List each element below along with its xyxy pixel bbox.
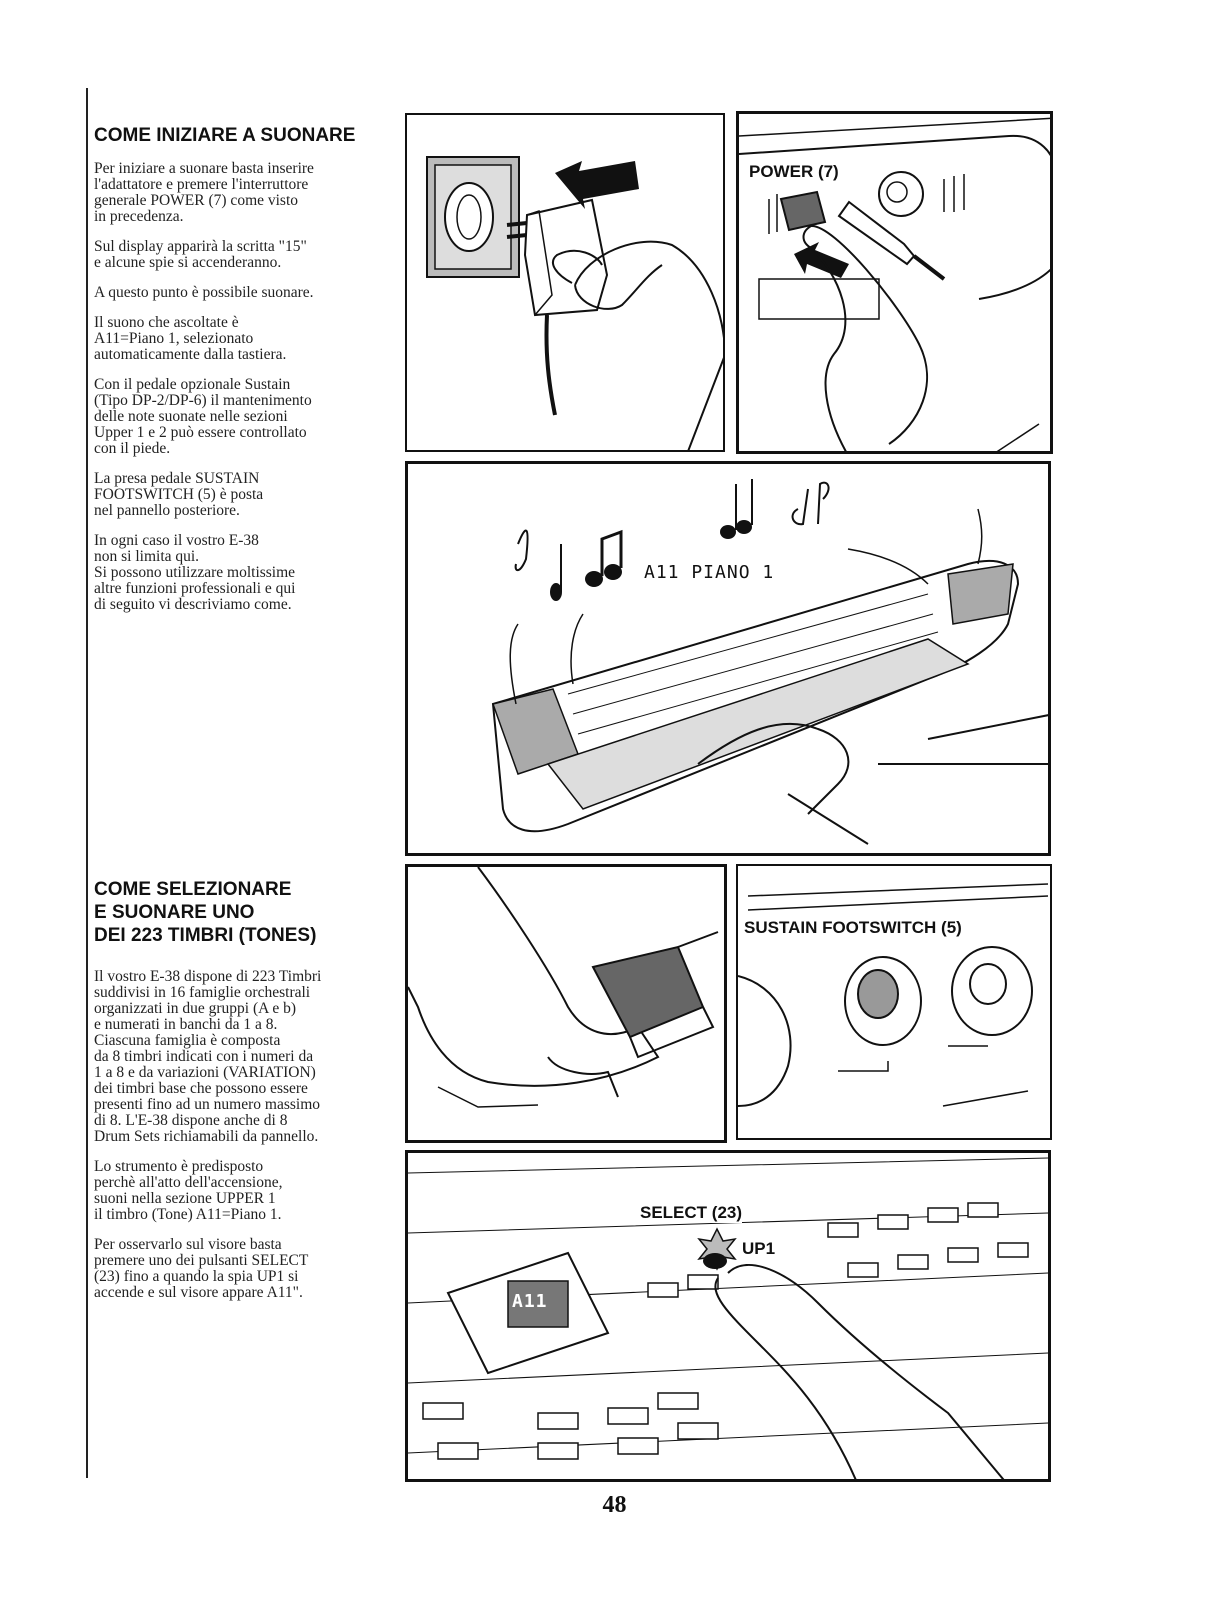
sustain-pedal-drawing: [408, 867, 727, 1143]
select-label: SELECT (23): [640, 1203, 743, 1222]
illustration-select-button: [405, 1150, 1051, 1482]
page-number: 48: [602, 1492, 627, 1518]
lcd-digits: A11: [512, 1291, 548, 1312]
paragraph: Sul display apparirà la scritta "15" e alcune spie si accenderanno.: [94, 238, 307, 271]
heading-line: DEI 223 TIMBRI (TONES): [94, 925, 317, 946]
paragraph: Per iniziare a suonare basta inserire l'adattatore e premere l'interruttore generale POWER (7) come visto in precedenza.: [94, 160, 314, 225]
up1-label: UP1: [742, 1239, 776, 1258]
paragraph: Il vostro E-38 dispone di 223 Timbri suddivisi in 16 famiglie orchestrali organizzati in due gruppi (A e b) e numerati in banchi da 1 a 8. Ciascuna famiglia è composta da 8 timbri indicati con i numeri da 1 a 8 e da variazioni (VARIATION) dei timbri base che possono essere presenti fino ad un numero massimo di 8. L'E-38 dispone anche di 8 Drum Sets richiamabili da pannello.: [94, 968, 322, 1145]
illustration-power-switch: [736, 111, 1053, 454]
heading-line: E SUONARE UNO: [94, 902, 255, 923]
section-intro: [94, 124, 390, 627]
keyboard-drawing: [408, 464, 1051, 856]
power-label: POWER (7): [749, 162, 839, 181]
paragraph: A questo punto è possibile suonare.: [94, 284, 314, 301]
sustain-jack-drawing: [738, 866, 1052, 1140]
display-text: A11 PIANO 1: [644, 562, 775, 583]
paragraph: Con il pedale opzionale Sustain (Tipo DP-2/DP-6) il mantenimento delle note suonate nelle sezioni Upper 1 e 2 può essere controllato con il piede.: [94, 376, 312, 457]
paragraph: In ogni caso il vostro E-38 non si limita qui. Si possono utilizzare moltissime altre funzioni professionali e qui di seguito vi descriviamo come.: [94, 532, 296, 613]
adapter-plug-drawing: [407, 115, 725, 452]
paragraph: Il suono che ascoltate è A11=Piano 1, selezionato automaticamente dalla tastiera.: [94, 314, 287, 363]
illustration-sustain-jack: [736, 864, 1052, 1140]
illustration-sustain-pedal: [405, 864, 727, 1143]
paragraph: Per osservarlo sul visore basta premere uno dei pulsanti SELECT (23) fino a quando la spia UP1 si accende e sul visore appare A11".: [94, 1236, 309, 1301]
sustain-footswitch-label: SUSTAIN FOOTSWITCH (5): [744, 918, 962, 937]
section-select-tones: [94, 878, 390, 1315]
section-heading-start-playing: COME INIZIARE A SUONARE: [94, 125, 356, 146]
illustration-keyboard-playing: [405, 461, 1051, 856]
illustration-adapter-plug: [405, 113, 725, 452]
section-heading-select-tones: [94, 878, 390, 947]
paragraph: Lo strumento è predisposto perchè all'atto dell'accensione, suoni nella sezione UPPER 1 il timbro (Tone) A11=Piano 1.: [94, 1158, 283, 1223]
heading-line: COME SELEZIONARE: [94, 879, 292, 900]
paragraph: La presa pedale SUSTAIN FOOTSWITCH (5) è posta nel pannello posteriore.: [94, 470, 264, 519]
left-margin-rule: [86, 88, 88, 1478]
